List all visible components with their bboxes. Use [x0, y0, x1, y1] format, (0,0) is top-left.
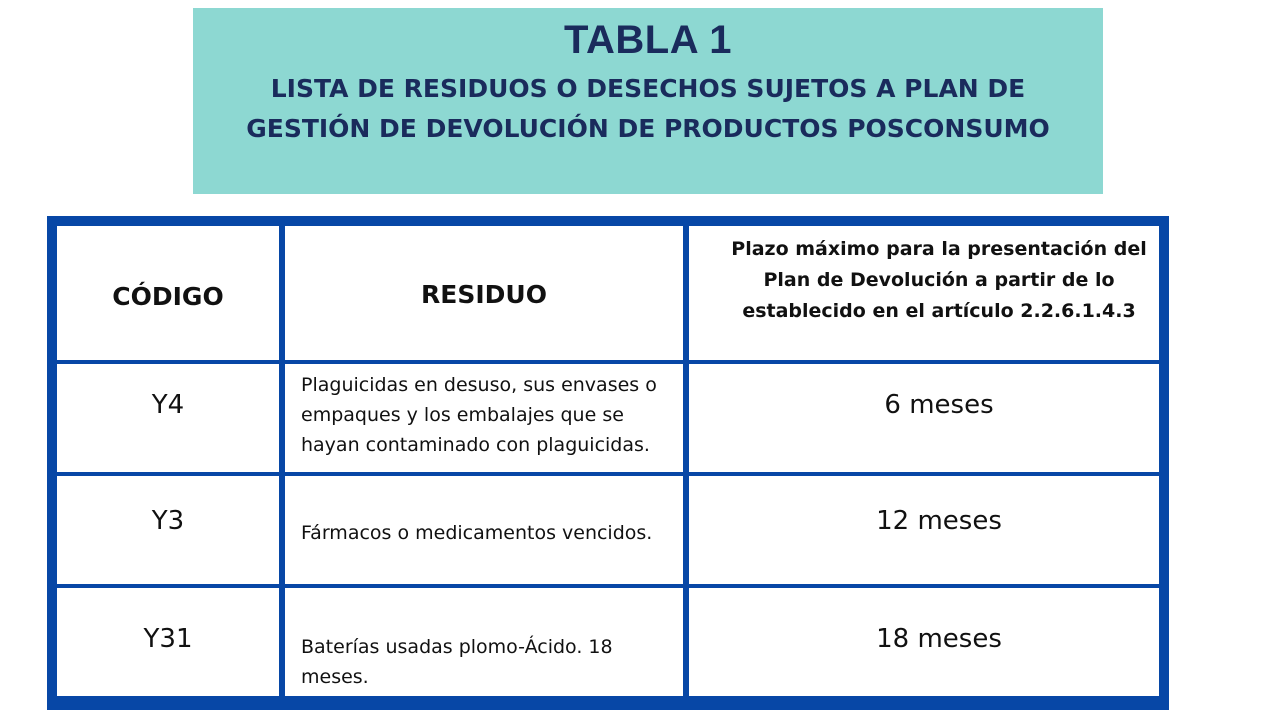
row-code: Y4: [151, 390, 185, 420]
table-subtitle: LISTA DE RESIDUOS O DESECHOS SUJETOS A PLAN DE GESTIÓN DE DEVOLUCIÓN DE PRODUCTOS POSCONSUMO: [246, 74, 1050, 143]
header-residue-label: RESIDUO: [421, 280, 547, 309]
table-row-3-residue-cell: [285, 588, 683, 696]
row-residue: Plaguicidas en desuso, sus envases o empaques y los embalajes que se hayan contaminado con plaguicidas.: [301, 374, 657, 456]
table-row-2-code-cell: [57, 476, 279, 584]
title-banner: [193, 8, 1103, 194]
row-residue: Fármacos o medicamentos vencidos.: [301, 522, 653, 544]
table-row-3-term-cell: [689, 588, 1159, 696]
header-cell-residue: [285, 226, 683, 360]
row-residue: Baterías usadas plomo-Ácido. 18 meses.: [301, 636, 613, 688]
header-term-label: Plazo máximo para la presentación del Plan de Devolución a partir de lo establecido en el artículo 2.2.6.1.4.3: [731, 238, 1147, 322]
row-code: Y3: [151, 506, 185, 536]
table-title: TABLA 1: [564, 18, 732, 62]
header-cell-term: [689, 226, 1159, 360]
header-cell-code: [57, 226, 279, 360]
table-row-2-term-cell: [689, 476, 1159, 584]
waste-table: [47, 216, 1169, 710]
table-row-1-residue-cell: [285, 364, 683, 472]
row-term: 6 meses: [884, 390, 994, 420]
row-code: Y31: [143, 624, 193, 654]
table-row-2-residue-cell: [285, 476, 683, 584]
row-term: 18 meses: [876, 624, 1002, 654]
header-code-label: CÓDIGO: [112, 282, 224, 311]
table-row-1-term-cell: [689, 364, 1159, 472]
table-row-3-code-cell: [57, 588, 279, 696]
table-row-1-code-cell: [57, 364, 279, 472]
row-term: 12 meses: [876, 506, 1002, 536]
waste-table-grid: [57, 226, 1159, 710]
